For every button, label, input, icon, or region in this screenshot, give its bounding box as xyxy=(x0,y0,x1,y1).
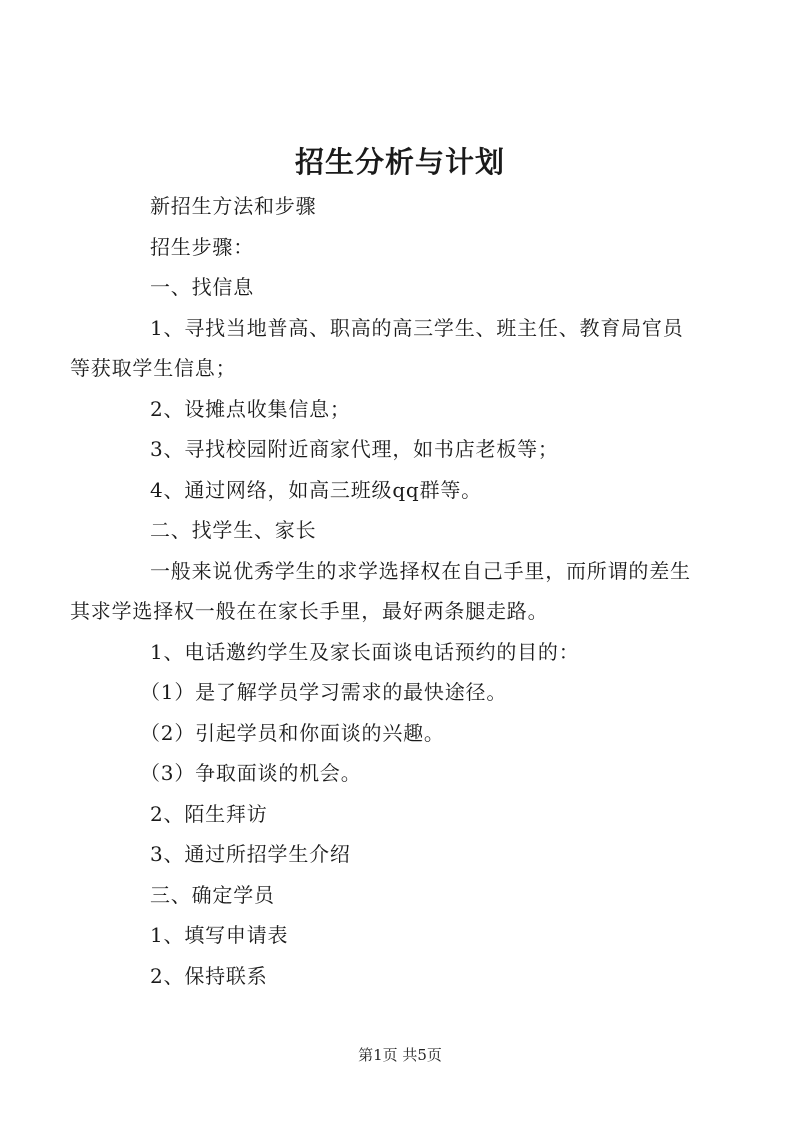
paragraph: 新招生方法和步骤 xyxy=(150,194,317,218)
paragraph: 二、找学生、家长 xyxy=(150,518,317,542)
paragraph: （2）引起学员和你面谈的兴趣。 xyxy=(140,720,445,745)
page-footer: 第1页 共5页 xyxy=(358,1046,442,1064)
paragraph: 3、通过所招学生介绍 xyxy=(150,842,351,866)
paragraph: 2、设摊点收集信息； xyxy=(150,396,351,421)
paragraph: 招生步骤： xyxy=(150,234,254,259)
paragraph: 3、寻找校园附近商家代理，如书店老板等； xyxy=(150,437,559,461)
paragraph: 三、确定学员 xyxy=(150,882,275,907)
paragraph: 1、电话邀约学生及家长面谈电话预约的目的： xyxy=(150,639,580,664)
paragraph: 2、陌生拜访 xyxy=(150,801,268,826)
paragraph: 1、寻找当地普高、职高的高三学生、班主任、教育局官员等获取学生信息； xyxy=(70,315,684,380)
paragraph: 一般来说优秀学生的求学选择权在自己手里，而所谓的差生其求学选择权一般在在家长手里，最好两条腿走路。 xyxy=(70,558,691,623)
paragraph: （1）是了解学员学习需求的最快途径。 xyxy=(140,680,508,704)
paragraph: 4、通过网络，如高三班级qq群等。 xyxy=(150,477,482,502)
document-title: 招生分析与计划 xyxy=(294,145,505,179)
document-body xyxy=(70,186,702,996)
paragraph: 一、找信息 xyxy=(150,275,254,299)
paragraph: 2、保持联系 xyxy=(150,963,268,988)
paragraph: 1、填写申请表 xyxy=(150,923,289,947)
paragraph: （3）争取面谈的机会。 xyxy=(140,761,362,785)
